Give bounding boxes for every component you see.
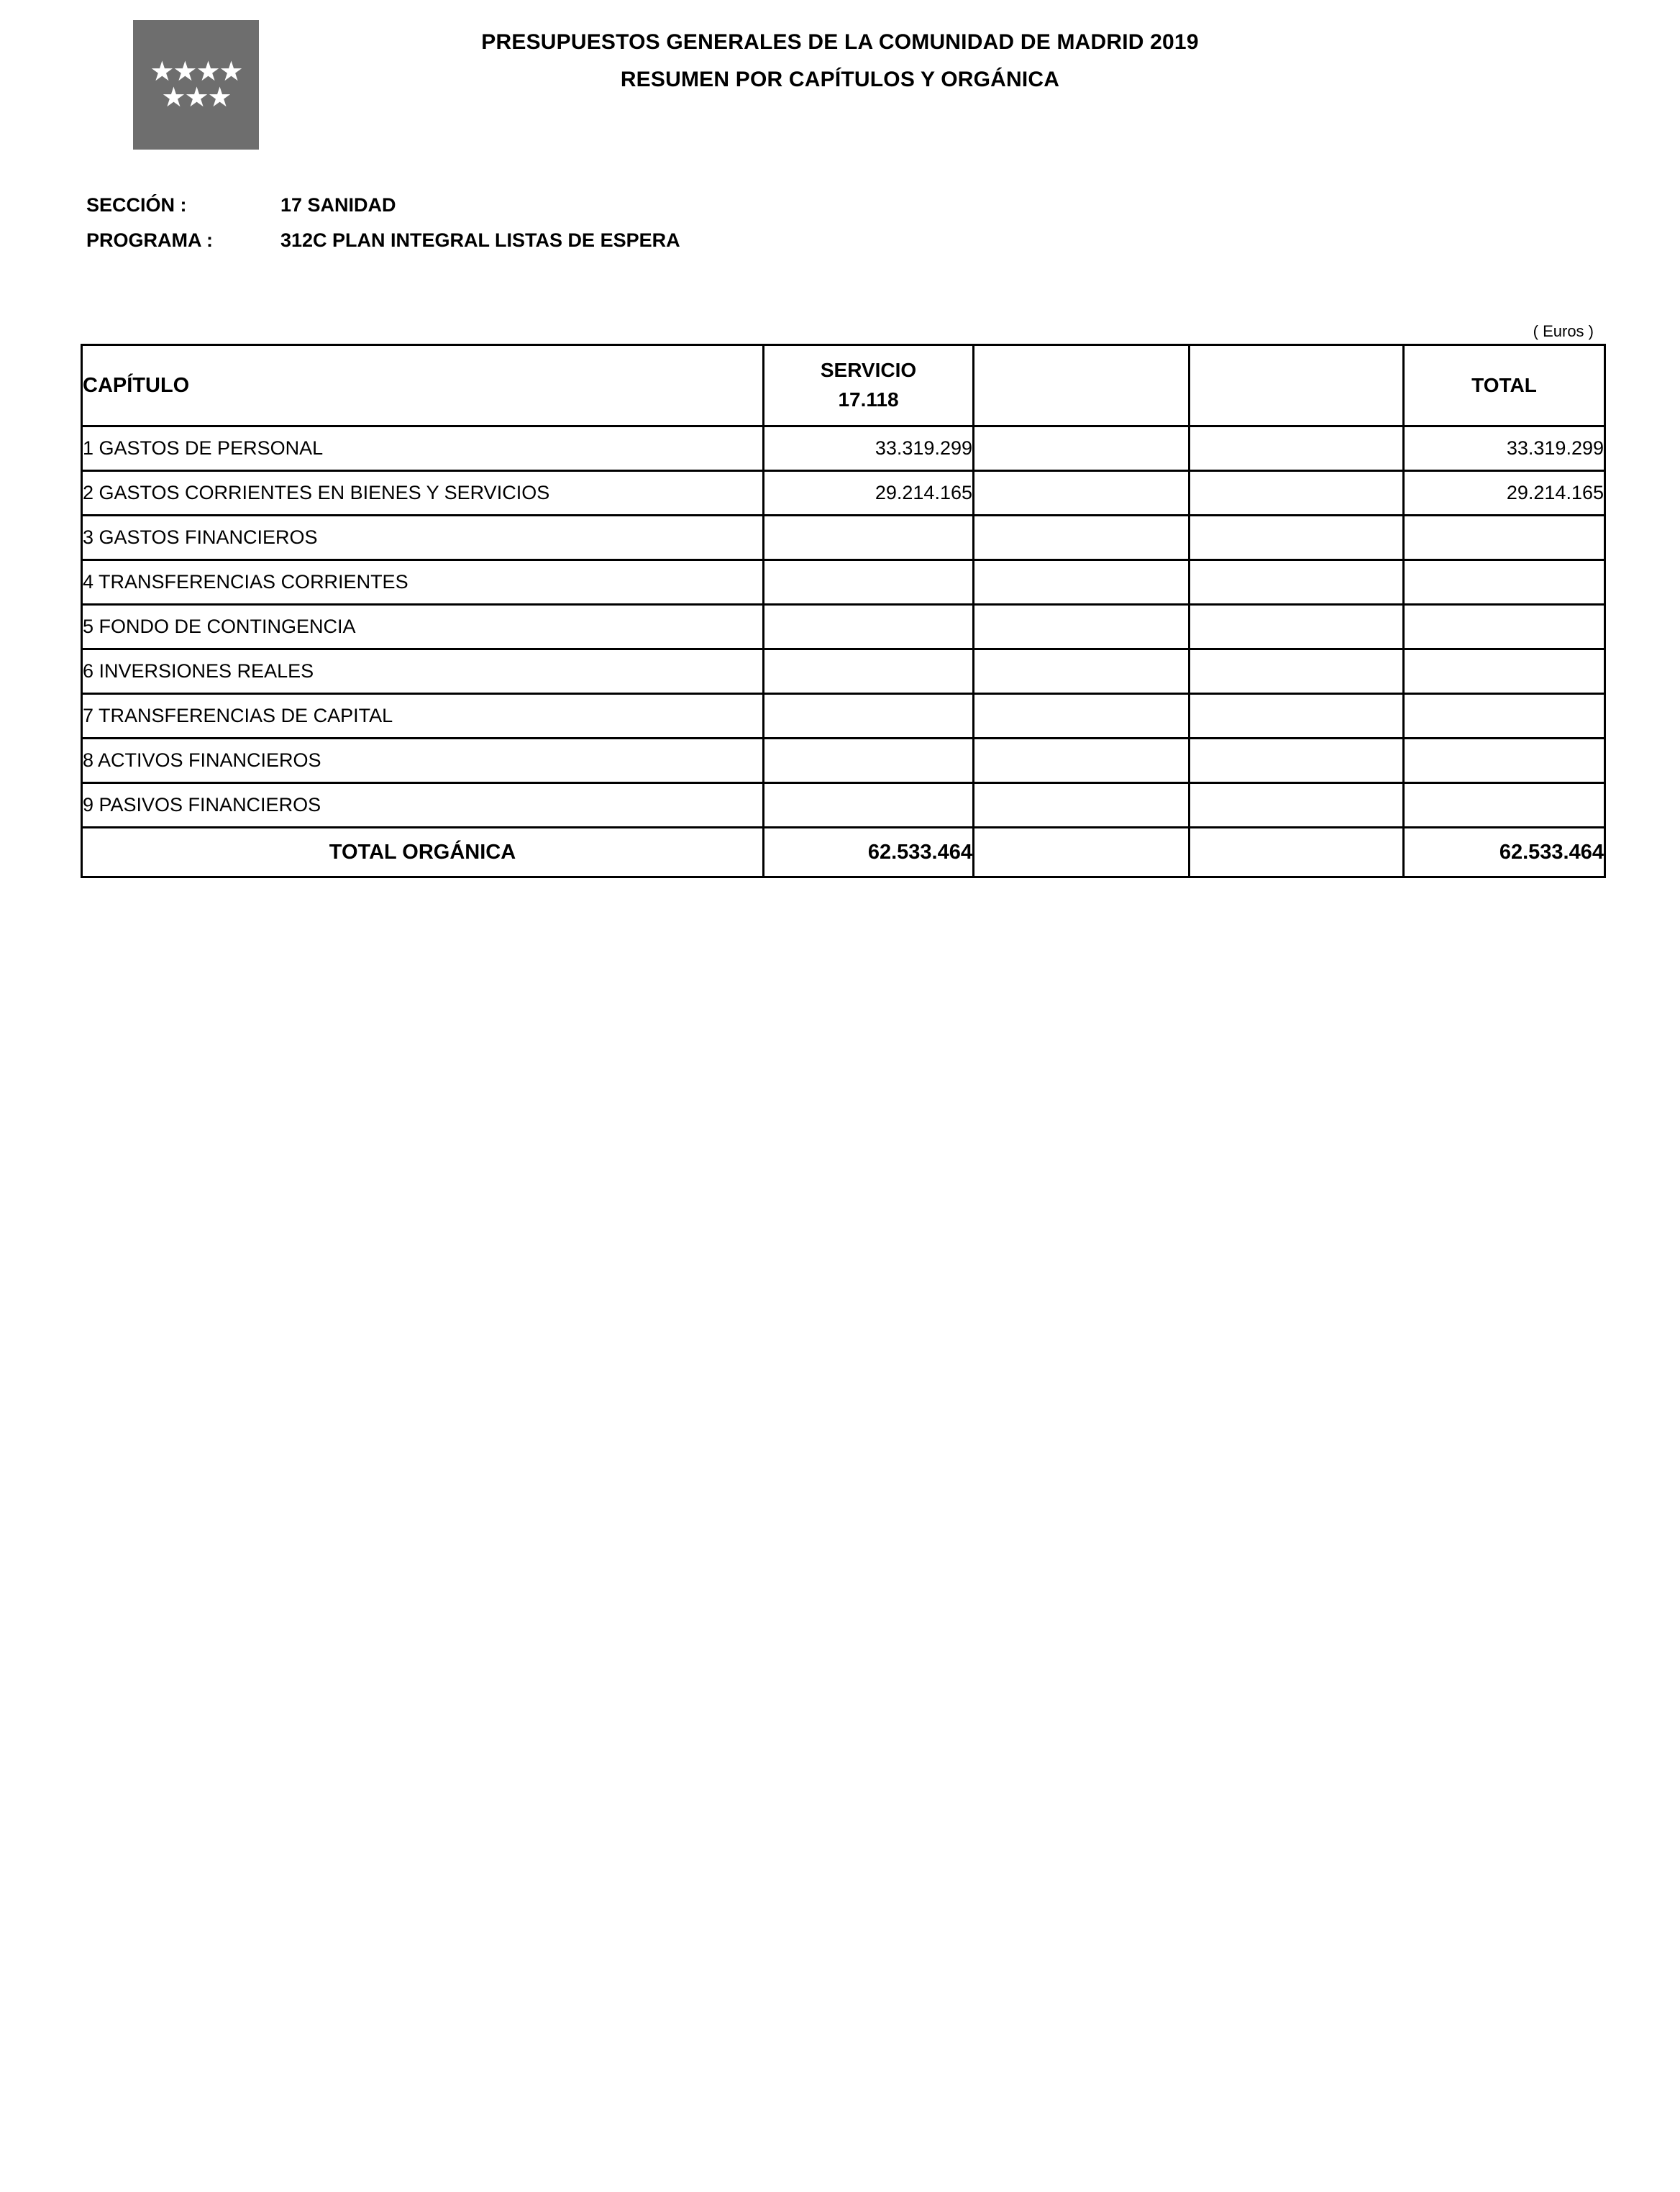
total-row-servicio: 62.533.464 — [764, 828, 974, 877]
cell-servicio — [764, 516, 974, 560]
cell-blank-2 — [1190, 605, 1404, 649]
cell-capitulo: 8 ACTIVOS FINANCIEROS — [82, 739, 764, 783]
cell-servicio — [764, 605, 974, 649]
table-row — [82, 471, 1605, 516]
cell-capitulo: 4 TRANSFERENCIAS CORRIENTES — [82, 560, 764, 605]
cell-total: 33.319.299 — [1404, 426, 1605, 471]
total-row-total: 62.533.464 — [1404, 828, 1605, 877]
table-row — [82, 694, 1605, 739]
cell-capitulo: 3 GASTOS FINANCIEROS — [82, 516, 764, 560]
cell-blank-2 — [1190, 694, 1404, 739]
table-row — [82, 560, 1605, 605]
total-row-label: TOTAL ORGÁNICA — [82, 828, 764, 877]
seccion-value: 17 SANIDAD — [280, 194, 396, 216]
column-header-total: TOTAL — [1404, 345, 1605, 426]
stars-row-1: ★★★★ — [150, 56, 242, 87]
cell-total — [1404, 560, 1605, 605]
table-total-row — [82, 828, 1605, 877]
cell-blank-1 — [974, 649, 1190, 694]
table-row — [82, 783, 1605, 828]
table-row — [82, 426, 1605, 471]
cell-capitulo: 2 GASTOS CORRIENTES EN BIENES Y SERVICIOS — [82, 471, 764, 516]
cell-blank-2 — [1190, 649, 1404, 694]
programa-row — [86, 229, 680, 252]
cell-blank-1 — [974, 426, 1190, 471]
cell-capitulo: 1 GASTOS DE PERSONAL — [82, 426, 764, 471]
cell-capitulo: 6 INVERSIONES REALES — [82, 649, 764, 694]
document-subtitle: RESUMEN POR CAPÍTULOS Y ORGÁNICA — [620, 68, 1060, 91]
cell-total — [1404, 694, 1605, 739]
cell-servicio — [764, 560, 974, 605]
document-title: PRESUPUESTOS GENERALES DE LA COMUNIDAD DE MADRID 2019 — [481, 30, 1199, 54]
cell-total — [1404, 739, 1605, 783]
cell-blank-1 — [974, 739, 1190, 783]
column-header-blank-1 — [974, 345, 1190, 426]
budget-table-container — [81, 344, 1604, 878]
cell-servicio — [764, 783, 974, 828]
seccion-label: SECCIÓN : — [86, 194, 187, 216]
cell-blank-1 — [974, 783, 1190, 828]
column-header-capitulo: CAPÍTULO — [82, 345, 764, 426]
cell-blank-1 — [974, 694, 1190, 739]
table-header-row — [82, 345, 1605, 426]
document-header — [0, 14, 1680, 151]
column-header-blank-2 — [1190, 345, 1404, 426]
total-row-blank-2 — [1190, 828, 1404, 877]
cell-blank-2 — [1190, 471, 1404, 516]
programa-value: 312C PLAN INTEGRAL LISTAS DE ESPERA — [280, 229, 680, 251]
cell-capitulo: 9 PASIVOS FINANCIEROS — [82, 783, 764, 828]
cell-blank-1 — [974, 560, 1190, 605]
cell-servicio — [764, 739, 974, 783]
column-header-servicio-code: 17.118 — [838, 388, 899, 411]
budget-table — [81, 344, 1606, 878]
cell-blank-2 — [1190, 426, 1404, 471]
programa-label: PROGRAMA : — [86, 229, 213, 251]
column-header-servicio-label: SERVICIO — [820, 359, 917, 382]
table-row — [82, 516, 1605, 560]
cell-blank-1 — [974, 471, 1190, 516]
seccion-row — [86, 194, 680, 216]
cell-capitulo: 5 FONDO DE CONTINGENCIA — [82, 605, 764, 649]
document-meta — [86, 194, 680, 265]
table-row — [82, 739, 1605, 783]
cell-capitulo: 7 TRANSFERENCIAS DE CAPITAL — [82, 694, 764, 739]
cell-total: 29.214.165 — [1404, 471, 1605, 516]
table-row — [82, 605, 1605, 649]
cell-total — [1404, 649, 1605, 694]
table-body — [82, 426, 1605, 877]
total-row-blank-1 — [974, 828, 1190, 877]
cell-blank-2 — [1190, 739, 1404, 783]
header-titles — [0, 30, 1680, 92]
cell-blank-1 — [974, 516, 1190, 560]
cell-total — [1404, 783, 1605, 828]
cell-servicio: 33.319.299 — [764, 426, 974, 471]
cell-servicio: 29.214.165 — [764, 471, 974, 516]
cell-total — [1404, 516, 1605, 560]
cell-blank-2 — [1190, 516, 1404, 560]
table-row — [82, 649, 1605, 694]
cell-total — [1404, 605, 1605, 649]
column-header-servicio — [764, 345, 974, 426]
units-note: ( Euros ) — [1533, 322, 1594, 340]
stars-row-2: ★★★ — [161, 83, 231, 113]
cell-servicio — [764, 649, 974, 694]
cell-blank-1 — [974, 605, 1190, 649]
cell-blank-2 — [1190, 560, 1404, 605]
cell-blank-2 — [1190, 783, 1404, 828]
cell-servicio — [764, 694, 974, 739]
